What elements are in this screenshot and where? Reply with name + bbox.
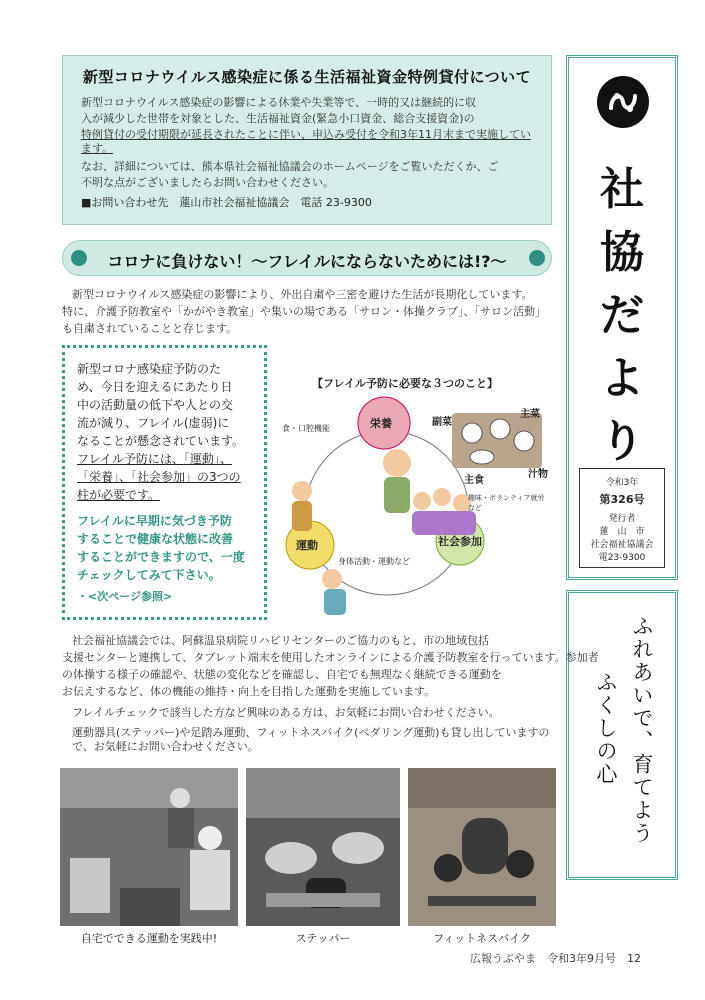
issue-publisher-2: 社会福祉協議会 <box>590 540 654 550</box>
frail-note-line: 流が減り、フレイル(虚弱)に <box>77 416 230 430</box>
rehab-line-5: フレイルチェックで該当した方など興味のある方は、お気軽にお問い合わせください。 <box>72 706 500 719</box>
notice-line-4: なお、詳細については、熊本県社会福祉協議会のホームページをご覧いただくか、ご <box>81 160 499 173</box>
photo-stepper <box>246 768 400 926</box>
diagram-shiru: 汁物 <box>528 469 548 480</box>
frail-note-box <box>62 345 267 620</box>
notice-line-3: 特例貸付の受付期限が延長されたことに伴い、申込み受付を令和3年11月末まで実施しています。 <box>81 128 531 155</box>
masthead-char-4: よ <box>600 353 644 404</box>
issue-era: 令和3年 <box>605 478 639 488</box>
notice-contact: ■お問い合わせ先 蓮山市社会福祉協議会 電話 23-9300 <box>81 196 372 209</box>
diagram-eiyou-sub: 食・口腔機能 <box>282 424 330 433</box>
rehab-line-3: の体操する様子の確認や、状態の変化などを確認し、自宅でも無理なく継続できる運動を <box>62 668 502 681</box>
diagram-shushoku: 主食 <box>464 475 484 486</box>
issue-publisher-label: 発行者 <box>608 514 636 524</box>
frail-note-line: 柱が必要です。 <box>77 488 161 502</box>
diagram-shakai: 社会参加 <box>438 535 482 548</box>
issue-tel: 電23-9300 <box>598 553 646 563</box>
diagram-undou: 運動 <box>296 539 318 552</box>
frail-note-line: 新型コロナ感染症予防のた <box>77 362 222 376</box>
frail-banner-title: コロナに負けない！～フレイルにならないためには!?～ <box>107 252 507 271</box>
frail-note-line: なることが懸念されています。 <box>77 434 245 448</box>
slogan-box <box>566 590 678 880</box>
diagram-undou-sub: 身体活動・運動など <box>338 557 410 566</box>
frailty-diagram <box>272 375 562 625</box>
slogan-line-1: ふれあいで、育てよう <box>630 615 654 845</box>
frail-check-line: チェックしてみて下さい。 <box>77 568 221 582</box>
rehab-line-4: お伝えするなど、体の機能の維持・向上を目指した運動を実施しています。 <box>62 685 436 698</box>
frail-note-line: 中の活動量の低下や人との交 <box>77 398 234 412</box>
diagram-fukusai: 副菜 <box>432 417 452 428</box>
notice-title: 新型コロナウイルス感染症に係る生活福祉資金特例貸付について <box>82 68 532 86</box>
caption-stepper: ステッパー <box>295 932 351 945</box>
rehab-line-2: 支援センターと連携して、タブレット端末を使用したオンラインによる介護予防教室を行っています。参加者 <box>62 651 599 664</box>
caption-fitness-bike: フィットネスバイク <box>433 932 531 945</box>
diagram-shakai-sub: 趣味・ボランティア就労など <box>468 494 545 512</box>
logo-icon <box>597 76 649 128</box>
masthead-char-1: 社 <box>600 164 644 215</box>
frail-note-line: 「栄養」、「社会参加」の3つの <box>77 470 241 484</box>
masthead-char-3: だ <box>600 290 644 341</box>
frail-check-line: フレイルに早期に気づき予防 <box>77 514 232 528</box>
masthead <box>566 55 678 580</box>
rehab-line-6: 運動器具(ステッパー)や足踏み運動、フィットネスバイク(ペダリング運動)も貸し出していますので、お気軽にお問い合わせください。 <box>72 726 550 753</box>
masthead-char-5: り <box>600 416 644 467</box>
notice-box <box>62 55 552 225</box>
frail-check-line: することができますので、一度 <box>77 550 245 564</box>
notice-line-2: 入が減少した世帯を対象とした、生活福祉資金(緊急小口資金、総合支援資金)の <box>81 112 475 125</box>
photo-fitness-bike <box>408 768 556 926</box>
frail-check-line: することで健康な状態に改善 <box>77 532 234 546</box>
issue-publisher: 蓮 山 市 <box>599 527 645 537</box>
issue-number: 第326号 <box>599 493 645 506</box>
frail-intro-3: も自粛されていることと存じます。 <box>62 322 238 335</box>
rehab-line-1: 社会福祉協議会では、阿蘇温泉病院リハビリセンターのご協力のもと、市の地域包括 <box>72 634 490 647</box>
notice-line-1: 新型コロナウイルス感染症の影響による休業や失業等で、一時的又は継続的に収 <box>81 96 477 109</box>
frail-note-line: め、今日を迎えるにあたり日 <box>77 380 233 394</box>
frail-intro-1: 新型コロナウイルス感染症の影響により、外出自粛や三密を避けた生活が長期化しています。 <box>72 288 533 301</box>
notice-line-5: 不明な点がございましたらお問い合わせください。 <box>81 176 334 189</box>
issue-info <box>579 468 665 568</box>
diagram-eiyou: 栄養 <box>370 417 392 430</box>
next-page-link[interactable]: ・<次ページ参照> <box>77 590 173 603</box>
frail-intro-2: 特に、介護予防教室や「かがやき教室」や集いの場である「サロン・体操クラブ」、「サロン活動」 <box>62 305 546 318</box>
diagram-shusai: 主菜 <box>520 409 540 420</box>
frail-banner <box>62 240 552 276</box>
page-footer: 広報うぶやま 令和3年9月号 12 <box>470 952 641 965</box>
diagram-title: 【フレイル予防に必要な３つのこと】 <box>312 377 499 390</box>
caption-home-exercise: 自宅でできる運動を実践中! <box>80 932 218 945</box>
photo-home-exercise <box>60 768 238 926</box>
masthead-char-2: 協 <box>600 227 644 278</box>
frail-note-line: フレイル予防には、「運動」、 <box>77 452 232 466</box>
slogan-line-2: ふくしの心 <box>594 671 618 786</box>
